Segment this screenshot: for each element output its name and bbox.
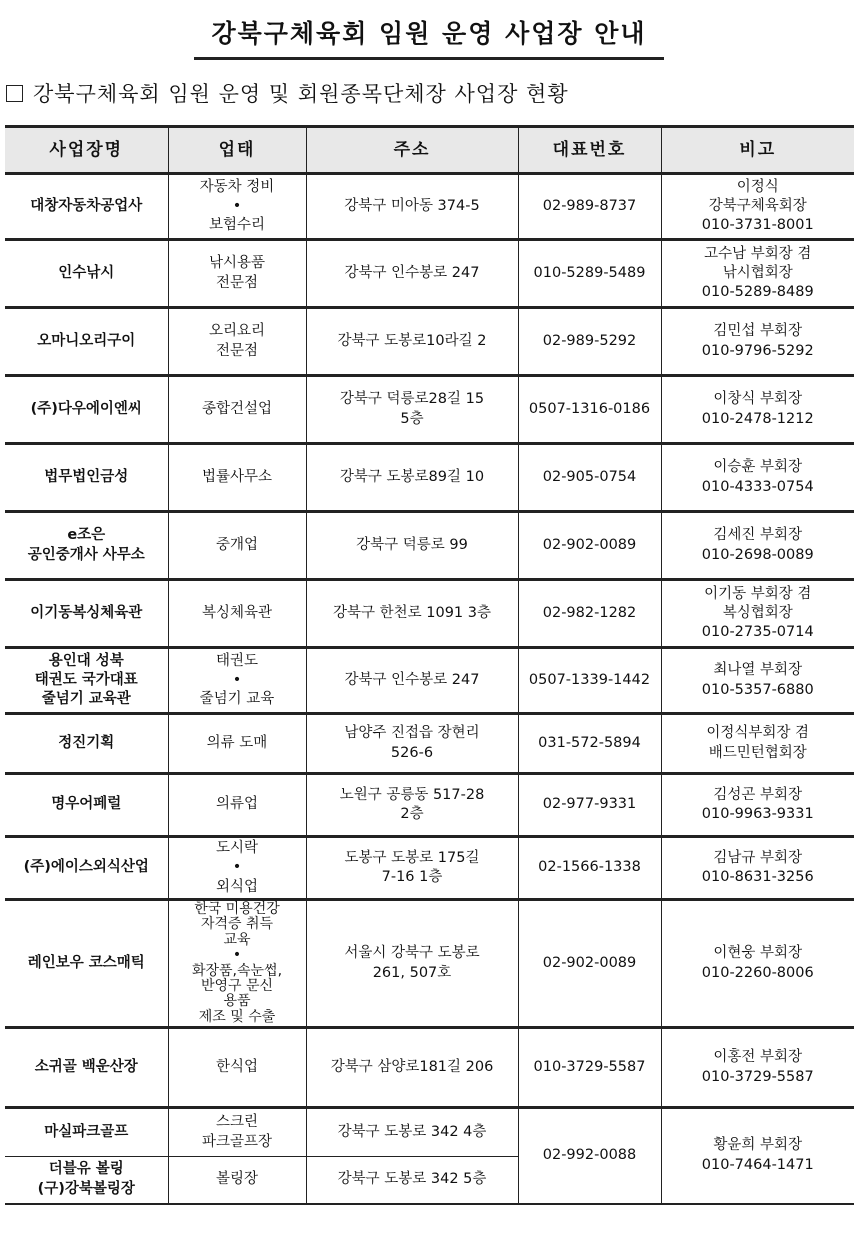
- address-cell-line: 강북구 덕릉로28길 15: [339, 391, 485, 408]
- note-cell: [661, 1108, 854, 1204]
- business-name-cell-line: (주)다우에이엔씨: [30, 400, 142, 417]
- note-cell-line: 010-2698-0089: [701, 546, 814, 563]
- business-type-cell-line: 보험수리: [208, 217, 266, 234]
- address-cell-line: 5층: [400, 410, 424, 427]
- header-business-name: 사업장명: [5, 127, 168, 174]
- business-name-cell-line: 용인대 성북: [48, 652, 124, 669]
- note-cell-line: 김민섭 부회장: [713, 323, 803, 340]
- address-cell: [306, 1157, 518, 1204]
- address-cell-line: 526-6: [390, 744, 434, 761]
- address-cell-line: 강북구 삼양로181길 206: [330, 1058, 494, 1075]
- address-cell: [306, 444, 518, 512]
- phone-cell: 02-905-0754: [518, 444, 661, 512]
- business-type-cell: [168, 444, 306, 512]
- business-name-cell-line: 더블유 볼링: [48, 1161, 124, 1178]
- table-header-row: [5, 127, 854, 174]
- business-name-cell: [5, 240, 168, 308]
- note-cell-line: 최나열 부회장: [713, 662, 803, 679]
- business-type-cell-line: 제조 및 수출: [198, 1008, 276, 1025]
- address-cell-line: 서울시 강북구 도봉로: [344, 945, 480, 962]
- business-type-cell: [168, 1157, 306, 1204]
- address-cell-line: 강북구 도봉로89길 10: [339, 468, 485, 485]
- phone-cell: 010-5289-5489: [518, 240, 661, 308]
- note-cell: [661, 376, 854, 444]
- address-cell: [306, 1028, 518, 1108]
- business-type-cell: [168, 580, 306, 648]
- note-cell: [661, 714, 854, 774]
- table-row: [5, 837, 854, 900]
- address-cell-line: 노원구 공릉동 517-28: [339, 786, 485, 803]
- business-type-cell-line: 볼링장: [215, 1171, 259, 1188]
- table-row: [5, 444, 854, 512]
- business-type-cell-line: 법률사무소: [201, 468, 273, 485]
- header-address: 주소: [306, 127, 518, 174]
- business-name-cell-line: 소귀골 백운산장: [34, 1058, 138, 1075]
- note-cell: [661, 444, 854, 512]
- address-cell-line: 2층: [400, 806, 424, 822]
- business-name-cell: [5, 580, 168, 648]
- phone-cell: 0507-1339-1442: [518, 648, 661, 714]
- business-name-cell-line: 마실파크골프: [44, 1123, 129, 1140]
- header-phone: 대표번호: [518, 127, 661, 174]
- business-name-cell-line: (구)강북볼링장: [37, 1180, 135, 1197]
- address-cell-line: 강북구 인수봉로 247: [344, 264, 480, 281]
- note-cell-line: 이창식 부회장: [713, 391, 803, 408]
- business-type-cell-line: 줄넘기 교육: [199, 691, 275, 708]
- business-type-cell-line: •: [232, 197, 242, 214]
- business-name-cell-line: 레인보우 코스매틱: [27, 954, 145, 971]
- table-row: [5, 1108, 854, 1157]
- business-name-cell: [5, 714, 168, 774]
- business-type-cell-line: 복싱체육관: [201, 604, 273, 621]
- address-cell: [306, 580, 518, 648]
- table-row: [5, 774, 854, 837]
- address-cell: [306, 837, 518, 900]
- phone-cell: 02-1566-1338: [518, 837, 661, 900]
- business-type-cell-line: •: [232, 671, 242, 688]
- phone-cell: 010-3729-5587: [518, 1028, 661, 1108]
- address-cell-line: 강북구 한천로 1091 3층: [332, 604, 491, 621]
- business-name-cell: [5, 1157, 168, 1204]
- note-cell: [661, 308, 854, 376]
- header-note: 비고: [661, 127, 854, 174]
- business-type-cell-line: 의류업: [215, 796, 259, 813]
- note-cell-line: 강북구체육회장: [708, 197, 807, 214]
- address-cell-line: 261, 507호: [372, 964, 452, 981]
- table-row: [5, 308, 854, 376]
- business-type-cell-line: 외식업: [215, 878, 259, 895]
- note-cell-line: 이현웅 부회장: [713, 945, 803, 962]
- business-name-cell: [5, 308, 168, 376]
- business-type-cell-line: 반영구 문신: [200, 977, 274, 994]
- table-row: [5, 714, 854, 774]
- note-cell-line: 010-7464-1471: [701, 1156, 814, 1173]
- address-cell: [306, 714, 518, 774]
- business-type-cell: [168, 512, 306, 580]
- phone-cell: 0507-1316-0186: [518, 376, 661, 444]
- business-type-cell: [168, 774, 306, 837]
- note-cell-line: 이홍전 부회장: [713, 1049, 803, 1066]
- note-cell-line: 010-3731-8001: [701, 217, 814, 234]
- phone-cell: 02-977-9331: [518, 774, 661, 837]
- business-type-cell-line: 전문점: [215, 274, 259, 291]
- business-type-cell: [168, 376, 306, 444]
- phone-cell: 02-982-1282: [518, 580, 661, 648]
- business-type-cell-line: •: [232, 859, 242, 876]
- business-type-cell: [168, 174, 306, 240]
- header-business-type: 업태: [168, 127, 306, 174]
- note-cell: [661, 580, 854, 648]
- business-name-cell: [5, 774, 168, 837]
- business-type-cell-line: 자격증 취득: [200, 916, 274, 933]
- phone-cell: 02-902-0089: [518, 512, 661, 580]
- business-type-cell-line: 교육: [223, 931, 251, 948]
- business-name-cell-line: 줄넘기 교육관: [41, 691, 131, 708]
- phone-cell: 031-572-5894: [518, 714, 661, 774]
- address-cell-line: 강북구 미아동 374-5: [344, 197, 480, 214]
- phone-cell: 02-989-8737: [518, 174, 661, 240]
- note-cell-line: 010-3729-5587: [701, 1068, 814, 1085]
- note-cell-line: 010-2735-0714: [701, 624, 814, 641]
- note-cell: [661, 774, 854, 837]
- business-type-cell-line: 중개업: [215, 536, 259, 553]
- note-cell-line: 배드민턴협회장: [708, 744, 807, 761]
- note-cell: [661, 837, 854, 900]
- business-type-cell-line: 용품: [223, 993, 251, 1010]
- business-name-cell-line: 공인중개사 사무소: [27, 546, 145, 563]
- table-body: [5, 174, 854, 1204]
- business-name-cell-line: 이기동복싱체육관: [30, 604, 143, 621]
- phone-cell: 02-989-5292: [518, 308, 661, 376]
- business-name-cell-line: 대창자동차공업사: [30, 197, 143, 214]
- business-name-cell-line: 인수낚시: [58, 264, 115, 281]
- business-type-cell: [168, 900, 306, 1028]
- note-cell-line: 이정식: [736, 178, 779, 195]
- table-row: [5, 648, 854, 714]
- business-name-cell: [5, 648, 168, 714]
- address-cell: [306, 648, 518, 714]
- address-cell: [306, 376, 518, 444]
- address-cell-line: 강북구 인수봉로 247: [344, 671, 480, 688]
- business-type-cell-line: 도시락: [215, 840, 259, 857]
- business-name-cell-line: 법무법인금성: [44, 468, 129, 485]
- table-row: [5, 512, 854, 580]
- page-title: 강북구체육회 임원 운영 사업장 안내: [211, 19, 647, 48]
- table-row: [5, 1028, 854, 1108]
- business-name-cell: [5, 376, 168, 444]
- note-cell: [661, 1028, 854, 1108]
- business-name-cell-line: 태권도 국가대표: [34, 671, 138, 688]
- checkbox-square-icon: [6, 85, 23, 102]
- address-cell-line: 강북구 덕릉로 99: [356, 536, 468, 553]
- business-type-cell: [168, 1028, 306, 1108]
- phone-cell: 02-992-0088: [518, 1108, 661, 1204]
- note-cell-line: 010-5289-8489: [701, 284, 814, 301]
- business-type-cell-line: 스크린: [215, 1114, 259, 1131]
- business-type-cell: [168, 837, 306, 900]
- address-cell-line: 강북구 도봉로10라길 2: [337, 332, 487, 349]
- business-name-cell: [5, 444, 168, 512]
- business-name-cell: [5, 174, 168, 240]
- note-cell-line: 고수남 부회장 겸: [704, 245, 812, 262]
- note-cell: [661, 240, 854, 308]
- address-cell-line: 강북구 도봉로 342 4층: [337, 1123, 487, 1140]
- address-cell: [306, 174, 518, 240]
- business-type-cell-line: •: [232, 947, 242, 964]
- address-cell-line: 강북구 도봉로 342 5층: [337, 1171, 487, 1188]
- business-type-cell-line: 오리요리: [208, 323, 266, 340]
- note-cell-line: 황윤희 부회장: [713, 1137, 803, 1154]
- note-cell: [661, 648, 854, 714]
- business-name-cell: [5, 1108, 168, 1157]
- note-cell-line: 이승훈 부회장: [713, 459, 803, 476]
- business-type-cell-line: 파크골프장: [201, 1133, 273, 1150]
- business-type-cell-line: 자동차 정비: [199, 178, 275, 195]
- note-cell-line: 이정식부회장 겸: [706, 725, 810, 742]
- address-cell-line: 남양주 진접읍 장현리: [344, 725, 480, 742]
- business-name-cell: [5, 512, 168, 580]
- address-cell: [306, 774, 518, 837]
- table-row: [5, 900, 854, 1028]
- address-cell: [306, 1108, 518, 1157]
- note-cell-line: 010-8631-3256: [701, 869, 814, 885]
- business-name-cell-line: 정진기획: [58, 734, 115, 751]
- business-type-cell-line: 의류 도매: [206, 734, 268, 751]
- note-cell-line: 김남규 부회장: [713, 849, 803, 866]
- address-cell: [306, 308, 518, 376]
- table-row: [5, 580, 854, 648]
- address-cell: [306, 900, 518, 1028]
- note-cell-line: 김세진 부회장: [713, 527, 803, 544]
- note-cell-line: 010-2478-1212: [701, 410, 814, 427]
- section-heading: [6, 78, 569, 108]
- business-type-cell-line: 종합건설업: [201, 400, 273, 417]
- table-row: [5, 376, 854, 444]
- business-type-cell: [168, 1108, 306, 1157]
- business-name-cell-line: 명우어페럴: [51, 796, 122, 813]
- business-name-cell: [5, 1028, 168, 1108]
- note-cell-line: 010-5357-6880: [701, 681, 814, 698]
- table-row: [5, 240, 854, 308]
- business-type-cell-line: 화장품,속눈썹,: [191, 962, 283, 979]
- note-cell: [661, 900, 854, 1028]
- business-type-cell-line: 한국 미용건강: [194, 900, 280, 917]
- address-cell-line: 7-16 1층: [381, 869, 443, 885]
- business-name-cell-line: 오마니오리구이: [37, 332, 136, 349]
- business-name-cell-line: e조은: [67, 527, 106, 544]
- business-type-cell: [168, 714, 306, 774]
- address-cell: [306, 512, 518, 580]
- note-cell-line: 010-4333-0754: [701, 478, 814, 495]
- note-cell-line: 복싱협회장: [722, 604, 793, 621]
- business-name-cell-line: (주)에이스외식산업: [23, 859, 149, 876]
- business-type-cell-line: 한식업: [215, 1058, 259, 1075]
- note-cell: [661, 174, 854, 240]
- note-cell-line: 김성곤 부회장: [713, 786, 803, 803]
- note-cell: [661, 512, 854, 580]
- business-type-cell: [168, 308, 306, 376]
- business-type-cell-line: 낚시용품: [208, 255, 266, 272]
- phone-cell: 02-902-0089: [518, 900, 661, 1028]
- business-type-cell: [168, 648, 306, 714]
- note-cell-line: 낚시협회장: [722, 264, 793, 281]
- note-cell-line: 이기동 부회장 겸: [704, 585, 812, 602]
- address-cell: [306, 240, 518, 308]
- address-cell-line: 도봉구 도봉로 175길: [344, 849, 480, 866]
- note-cell-line: 010-2260-8006: [701, 964, 814, 981]
- business-type-cell-line: 전문점: [215, 342, 259, 359]
- note-cell-line: 010-9796-5292: [701, 342, 814, 359]
- note-cell-line: 010-9963-9331: [701, 806, 814, 822]
- business-table: [5, 125, 854, 1205]
- business-name-cell: [5, 837, 168, 900]
- business-name-cell: [5, 900, 168, 1028]
- table-row: [5, 174, 854, 240]
- business-type-cell-line: 태권도: [215, 652, 259, 669]
- business-type-cell: [168, 240, 306, 308]
- section-heading-text: 강북구체육회 임원 운영 및 회원종목단체장 사업장 현황: [33, 82, 569, 106]
- title-underline: [194, 57, 664, 60]
